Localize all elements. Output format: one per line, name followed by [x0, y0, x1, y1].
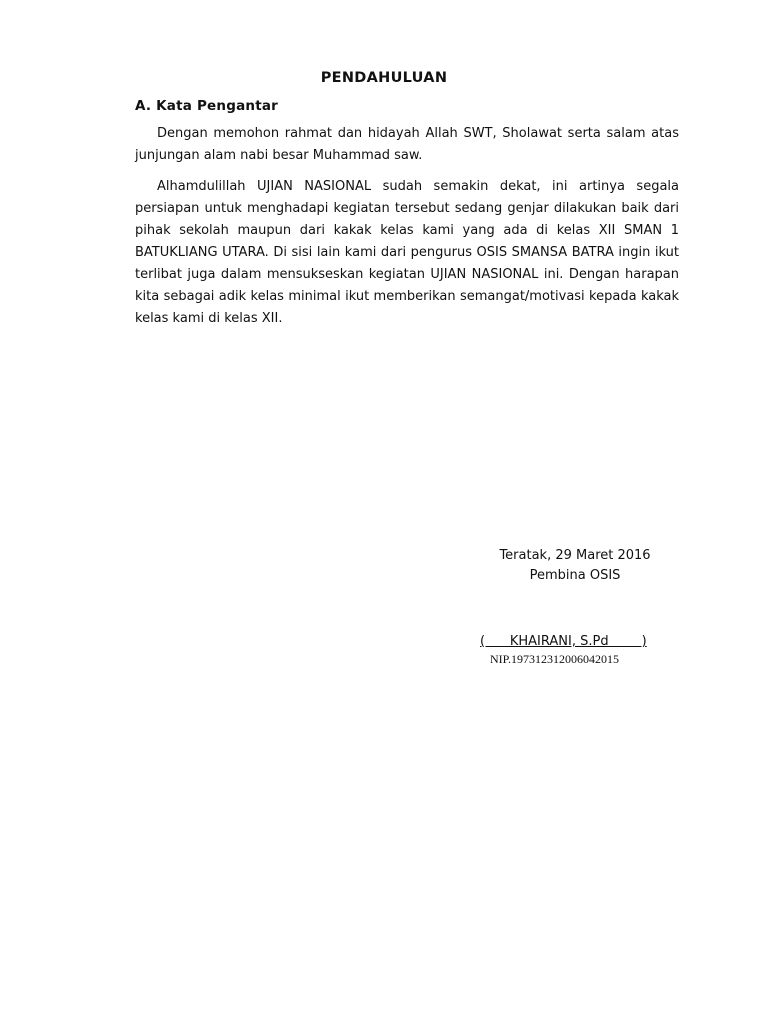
document-title: PENDAHULUAN [320, 70, 448, 86]
signature-name: ( KHAIRANI, S.Pd ) [480, 634, 647, 649]
paragraph-2: Alhamdulillah UJIAN NASIONAL sudah semakin dekat, ini artinya segala persiapan untuk menghadapi kegiatan tersebut sedang genjar dilakukan baik dari pihak sekolah maupun dari kakak kelas kami yang ada di kelas XII SMAN 1 BATUKLIANG UTARA. Di sisi lain kami dari pengurus OSIS SMANSA BATRA ingin ikut terlibat juga dalam mensukseskan kegiatan UJIAN NASIONAL ini. Dengan harapan kita sebagai adik kelas minimal ikut memberikan semangat/motivasi kepada kakak kelas kami di kelas XII. [135, 179, 679, 326]
signature-block [470, 546, 680, 586]
paragraph-1: Dengan memohon rahmat dan hidayah Allah SWT, Sholawat serta salam atas junjungan alam nabi besar Muhammad saw. [135, 126, 679, 163]
section-heading: A. Kata Pengantar [135, 98, 279, 114]
signature-role: Pembina OSIS [529, 568, 621, 583]
signature-nip: NIP.197312312006042015 [490, 652, 620, 666]
signature-place-date: Teratak, 29 Maret 2016 [499, 548, 651, 563]
